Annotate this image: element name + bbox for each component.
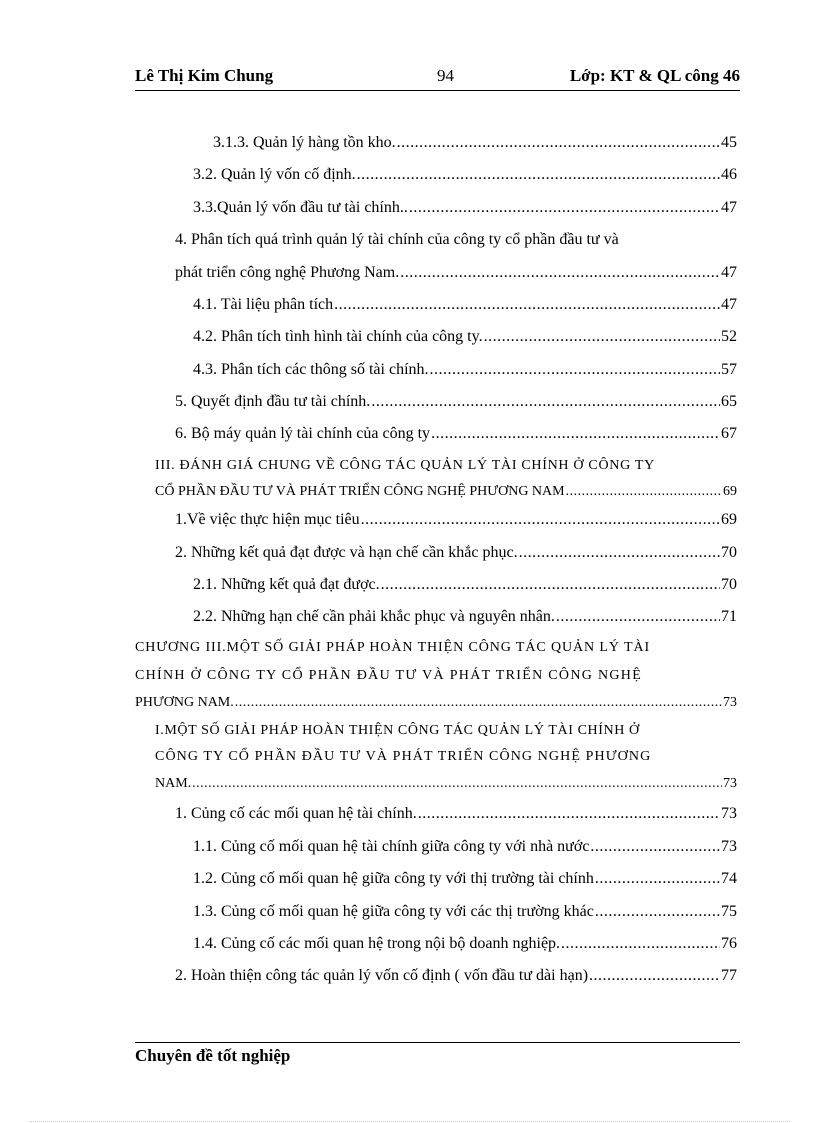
toc-entry[interactable]: 1.3. Củng cố mối quan hệ giữa công ty với các thị trường khác ..... 75 bbox=[193, 903, 737, 921]
toc-entry[interactable]: NAM. ..... 73 bbox=[155, 776, 737, 792]
toc-entry[interactable]: 1.Về việc thực hiện mục tiêu ..... 69 bbox=[175, 511, 737, 529]
toc-entry[interactable]: 2. Những kết quả đạt được và hạn chế cần khắc phục. ..... 70 bbox=[175, 544, 737, 562]
footer-title: Chuyên đề tốt nghiệp bbox=[135, 1046, 291, 1065]
toc-entry[interactable]: phát triển công nghệ Phương Nam. ..... 47 bbox=[175, 264, 737, 282]
toc-entry[interactable]: 2. Hoàn thiện công tác quản lý vốn cố định ( vốn đầu tư dài hạn) ..... 77 bbox=[175, 967, 737, 985]
toc-entry[interactable]: 2.1. Những kết quả đạt được. ..... 70 bbox=[193, 576, 737, 594]
toc-section-heading[interactable]: III. ĐÁNH GIÁ CHUNG VỀ CÔNG TÁC QUẢN LÝ TÀI CHÍNH Ở CÔNG TY bbox=[155, 458, 655, 473]
class-label: Lớp: KT & QL công 46 bbox=[569, 66, 740, 85]
toc-entry[interactable]: 6. Bộ máy quản lý tài chính của công ty ..... 67 bbox=[175, 425, 737, 443]
toc-entry[interactable]: 2.2. Những hạn chế cần phải khắc phục và nguyên nhân. ..... 71 bbox=[193, 608, 737, 626]
page-footer bbox=[135, 1042, 740, 1066]
page-number: 94 bbox=[437, 66, 454, 85]
toc-entry[interactable]: 4.2. Phân tích tình hình tài chính của công ty. ..... 52 bbox=[193, 328, 737, 346]
toc-entry[interactable]: 3.1.3. Quản lý hàng tồn kho. ..... 45 bbox=[213, 134, 737, 152]
toc-entry[interactable]: CỔ PHẦN ĐẦU TƯ VÀ PHÁT TRIỂN CÔNG NGHỆ PHƯƠNG NAM ..... 69 bbox=[155, 484, 737, 500]
toc-entry[interactable]: 1. Củng cố các mối quan hệ tài chính. ..... 73 bbox=[175, 805, 737, 823]
toc-entry[interactable]: 5. Quyết định đầu tư tài chính. ..... 65 bbox=[175, 393, 737, 411]
toc-chapter-heading[interactable]: CHÍNH Ở CÔNG TY CỔ PHẦN ĐẦU TƯ VÀ PHÁT TRIỂN CÔNG NGHỆ bbox=[135, 668, 643, 683]
toc-entry[interactable]: 4.3. Phân tích các thông số tài chính. ..... 57 bbox=[193, 361, 737, 379]
toc-entry[interactable]: 1.4. Củng cố các mối quan hệ trong nội bộ doanh nghiệp. ..... 76 bbox=[193, 935, 737, 953]
toc-entry[interactable]: 1.2. Củng cố mối quan hệ giữa công ty với thị trường tài chính ..... 74 bbox=[193, 870, 737, 888]
toc-entry-line[interactable]: 4. Phân tích quá trình quản lý tài chính của công ty cổ phần đầu tư và bbox=[175, 231, 619, 248]
page-header bbox=[135, 64, 740, 91]
author-name: Lê Thị Kim Chung bbox=[135, 66, 274, 85]
toc-entry[interactable]: 3.3.Quản lý vốn đầu tư tài chính.. ..... 47 bbox=[193, 199, 737, 217]
toc-section-heading[interactable]: I.MỘT SỐ GIẢI PHÁP HOÀN THIỆN CÔNG TÁC QUẢN LÝ TÀI CHÍNH Ở bbox=[155, 723, 640, 738]
toc-entry[interactable]: 4.1. Tài liệu phân tích ..... 47 bbox=[193, 296, 737, 314]
page-bottom-border bbox=[30, 1121, 790, 1122]
toc-chapter-heading[interactable]: CHƯƠNG III.MỘT SỐ GIẢI PHÁP HOÀN THIỆN CÔNG TÁC QUẢN LÝ TÀI bbox=[135, 640, 651, 655]
toc-section-heading[interactable]: CÔNG TY CỔ PHẦN ĐẦU TƯ VÀ PHÁT TRIỂN CÔNG NGHỆ PHƯƠNG bbox=[155, 749, 652, 764]
toc-entry[interactable]: 1.1. Củng cố mối quan hệ tài chính giữa công ty với nhà nước ..... 73 bbox=[193, 838, 737, 856]
toc-entry[interactable]: 3.2. Quản lý vốn cố định. ..... 46 bbox=[193, 166, 737, 184]
toc-entry[interactable]: PHƯƠNG NAM. ..... 73 bbox=[135, 695, 737, 711]
